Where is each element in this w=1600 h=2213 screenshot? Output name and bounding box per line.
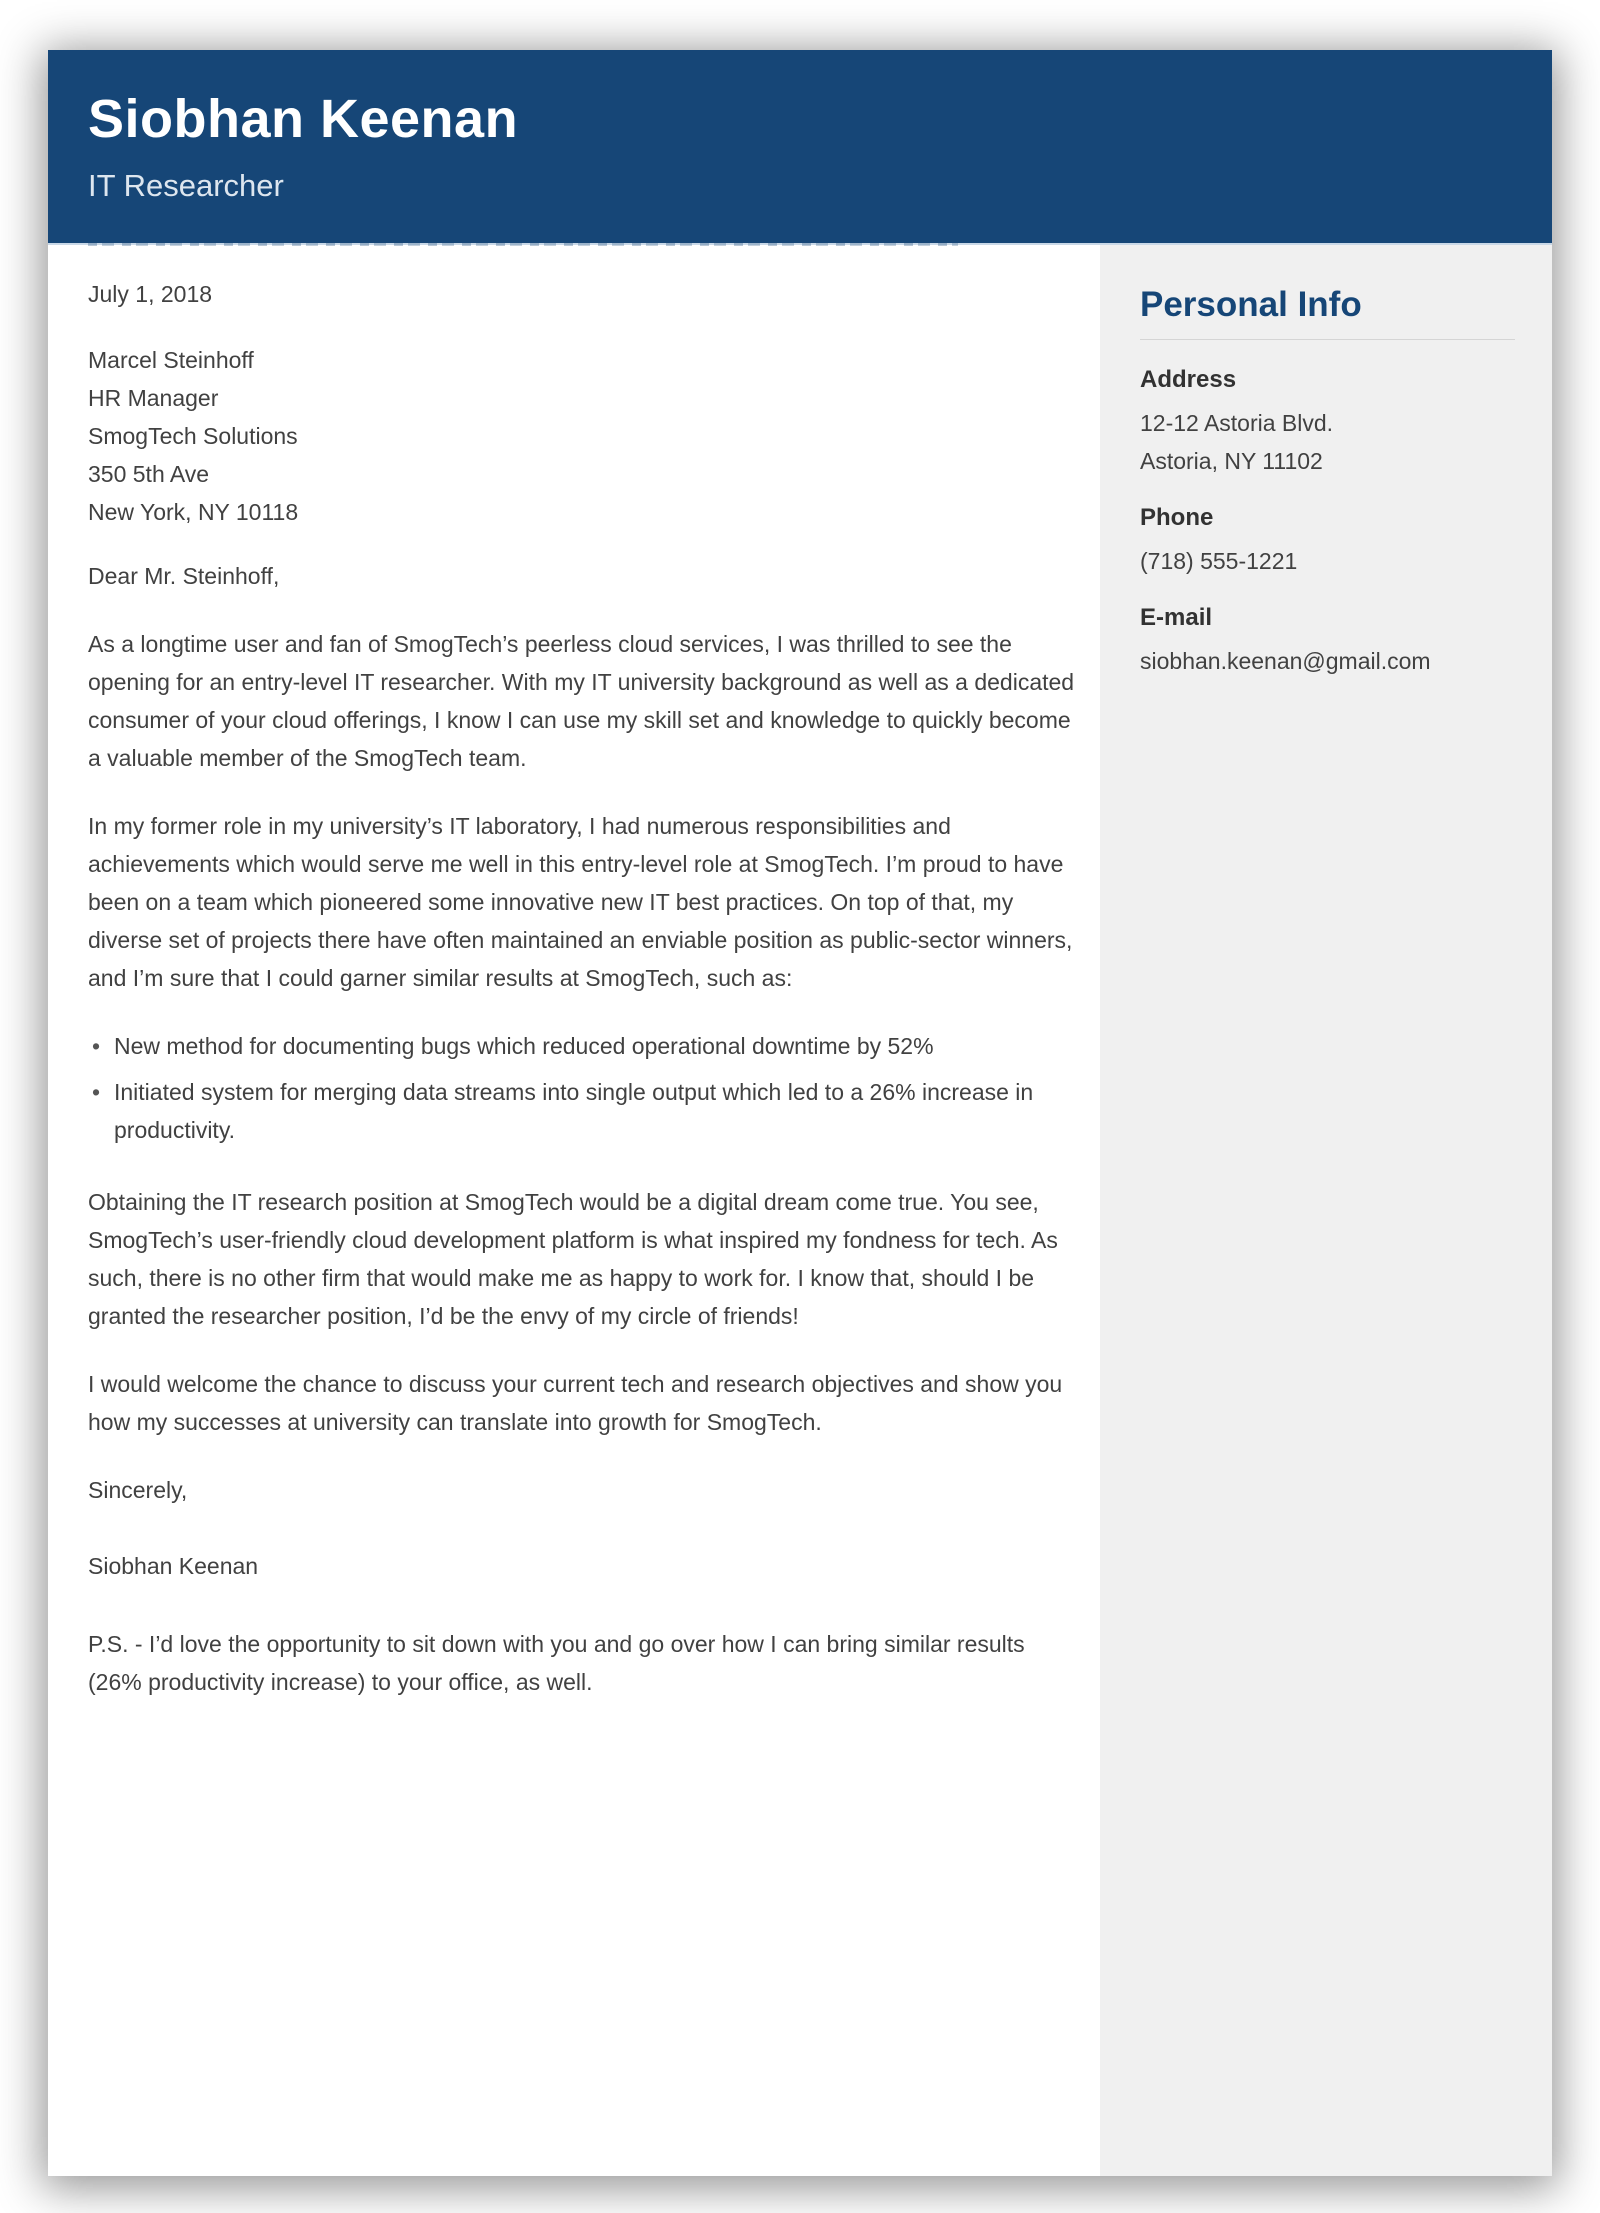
signature-name: Siobhan Keenan (88, 1553, 259, 1579)
candidate-job-title: IT Researcher (88, 168, 284, 203)
recipient-role: HR Manager (88, 385, 219, 411)
paragraph-experience: In my former role in my university’s IT laboratory, I had numerous responsibilities and achievements which would serve me well in this entry-level role at SmogTech. I’m proud to have been on a team which pioneered some innovative new IT best practices. On top of that, my diverse set of projects there have often maintained an enviable position as public-sector winners, and I’m sure that I could garner similar results at SmogTech, such as: (88, 813, 1073, 991)
phone-value: (718) 555-1221 (1140, 548, 1298, 574)
paragraph-motivation: Obtaining the IT research position at SmogTech would be a digital dream come true. You see, SmogTech’s user-friendly cloud development platform is what inspired my fondness for tech. As such, there is no other firm that would make me as happy to work for. I know that, should I be granted the researcher position, I’d be the envy of my circle of friends! (88, 1189, 1058, 1329)
email-value: siobhan.keenan@gmail.com (1140, 648, 1431, 674)
recipient-company: SmogTech Solutions (88, 423, 298, 449)
recipient-street: 350 5th Ave (88, 461, 210, 487)
phone-label: Phone (1140, 504, 1214, 531)
letter-body (48, 243, 1100, 2176)
sidebar-divider (1140, 339, 1515, 340)
address-line-2: Astoria, NY 11102 (1140, 448, 1323, 474)
postscript: P.S. - I’d love the opportunity to sit down with you and go over how I can bring similar results (26% productivity increase) to your office, as well. (88, 1631, 1025, 1695)
personal-info-sidebar (1100, 243, 1552, 2176)
letter-header (48, 50, 1552, 243)
letter-date: July 1, 2018 (88, 281, 213, 307)
info-group-address (1140, 366, 1515, 480)
achievement-item: • New method for documenting bugs which reduced operational downtime by 52% (88, 1027, 1076, 1065)
candidate-name: Siobhan Keenan (88, 89, 519, 149)
achievement-item: • Initiated system for merging data streams into single output which led to a 26% increase in productivity. (88, 1073, 1076, 1149)
achievement-list (88, 1027, 1076, 1149)
recipient-block (88, 341, 1076, 531)
info-group-phone (1140, 504, 1515, 580)
content-columns (48, 243, 1552, 2176)
email-label: E-mail (1140, 604, 1213, 631)
salutation: Dear Mr. Steinhoff, (88, 563, 280, 589)
paragraph-call-to-action: I would welcome the chance to discuss your current tech and research objectives and show you how my successes at university can translate into growth for SmogTech. (88, 1371, 1063, 1435)
recipient-city: New York, NY 10118 (88, 499, 299, 525)
document-page (48, 50, 1552, 2176)
closing: Sincerely, (88, 1477, 188, 1503)
address-line-1: 12-12 Astoria Blvd. (1140, 410, 1334, 436)
info-group-email (1140, 604, 1515, 680)
paragraph-intro: As a longtime user and fan of SmogTech’s peerless cloud services, I was thrilled to see the opening for an entry-level IT researcher. With my IT university background as well as a dedicated consumer of your cloud offerings, I know I can use my skill set and knowledge to quickly become a valuable member of the SmogTech team. (88, 631, 1075, 771)
address-label: Address (1140, 366, 1237, 393)
sidebar-title: Personal Info (1140, 285, 1362, 324)
recipient-name: Marcel Steinhoff (88, 347, 254, 373)
